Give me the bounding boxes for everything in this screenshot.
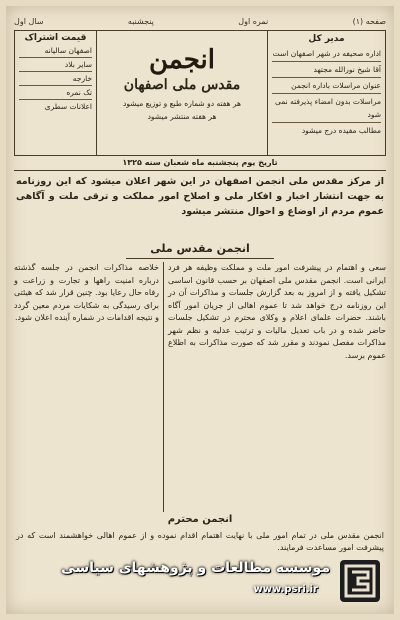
masthead-line: هر هفته دو شماره طبع و توزیع میشود bbox=[123, 99, 241, 108]
lead-paragraph: از مرکز مقدس ملی انجمن اصفهان در این شهر اعلان میشود که این روزنامه به جهت انتشار اخبار و افکار ملی و اصلاح امور مملکت و ترقی ملت و آگاهی عموم مردم از اوضاع و احوال منتشر میشود bbox=[16, 176, 384, 217]
publisher-logo-icon bbox=[340, 560, 380, 602]
masthead-center bbox=[97, 31, 267, 155]
article-column-left: خلاصه مذاکرات انجمن در جلسه گذشته درباره امنیت راهها و تجارت و زراعت و رفاه حال رعایا بود. چنین قرار شد که هیئتی برای رسیدگی به شکایات مردم معین گردد و نتیجه اقدامات در شماره آینده اعلان شود. bbox=[14, 262, 164, 512]
masthead-title: انجمن bbox=[148, 45, 216, 75]
publisher-watermark bbox=[12, 558, 388, 608]
watermark-title: موسسه مطالعات و پژوهشهای سیاسی bbox=[61, 560, 330, 576]
masthead-strip-center: نمره اول bbox=[238, 16, 269, 26]
subscription-heading: قیمت اشتراک bbox=[24, 33, 87, 43]
bottom-paragraph: انجمن مقدس ملی در تمام امور ملی با نهایت اهتمام اقدام نموده و از عموم اهالی خواهشمند است که در پیشرفت امور مساعدت فرمایند. bbox=[16, 531, 384, 552]
section-title: انجمن مقدس ملی bbox=[126, 242, 274, 259]
issue-label: صفحه (۱) bbox=[352, 16, 386, 26]
subscription-row: سایر بلاد bbox=[19, 58, 92, 72]
subhead: انجمن محترم bbox=[167, 514, 233, 525]
masthead-line: هر هفته منتشر میشود bbox=[147, 112, 217, 121]
masthead-subtitle: مقدس ملی اصفهان bbox=[123, 77, 241, 93]
editor-row: عنوان مراسلات باداره انجمن bbox=[272, 78, 381, 94]
subscription-row: تک نمره bbox=[19, 86, 92, 100]
year-label: سال اول bbox=[14, 16, 44, 26]
editor-info-box bbox=[267, 31, 385, 155]
header-strip bbox=[14, 14, 386, 28]
editor-row: آقا شیخ نورالله مجتهد bbox=[272, 62, 381, 78]
date-strip: پنجشنبه bbox=[127, 16, 154, 26]
watermark-url[interactable]: www.psri.ir bbox=[253, 584, 318, 595]
subscription-row: اصفهان سالیانه bbox=[19, 44, 92, 58]
date-bar: تاریخ یوم پنجشنبه ماه شعبان سنه ۱۳۲۵ bbox=[14, 156, 386, 171]
editor-row: مطالب مفیده درج میشود bbox=[301, 126, 381, 135]
article-column-right: سعی و اهتمام در پیشرفت امور ملت و مملکت وظیفه هر فرد ایرانی است. انجمن مقدس ملی اصفهان بر حسب قانون اساسی تشکیل یافته و از امروز به بعد گزارش جلسات و مذاکرات آن در این روزنامه درج خواهد شد تا عموم اهالی از جریان امور آگاه باشند. حضرات علمای اعلام و وکلای محترم در تشکیل جلسات حاضر شده و در باب تعدیل مالیات و ترتیب عدلیه و نظم شهر مذاکرات مفصل نمودند و مقرر شد که صورت مذاکرات به اطلاع عموم برسد. bbox=[168, 263, 386, 360]
article-columns bbox=[14, 262, 386, 512]
editor-heading: مدیر کل bbox=[308, 34, 345, 44]
subscription-row: خارجه bbox=[19, 72, 92, 86]
editor-row: اداره صحیفه در شهر اصفهان است bbox=[272, 46, 381, 62]
subscription-box bbox=[15, 31, 97, 155]
editor-row: مراسلات بدون امضاء پذیرفته نمی شود bbox=[272, 94, 381, 123]
subscription-row: اعلانات سطری bbox=[44, 102, 92, 111]
newspaper-page bbox=[6, 6, 394, 614]
masthead-box bbox=[14, 30, 386, 156]
